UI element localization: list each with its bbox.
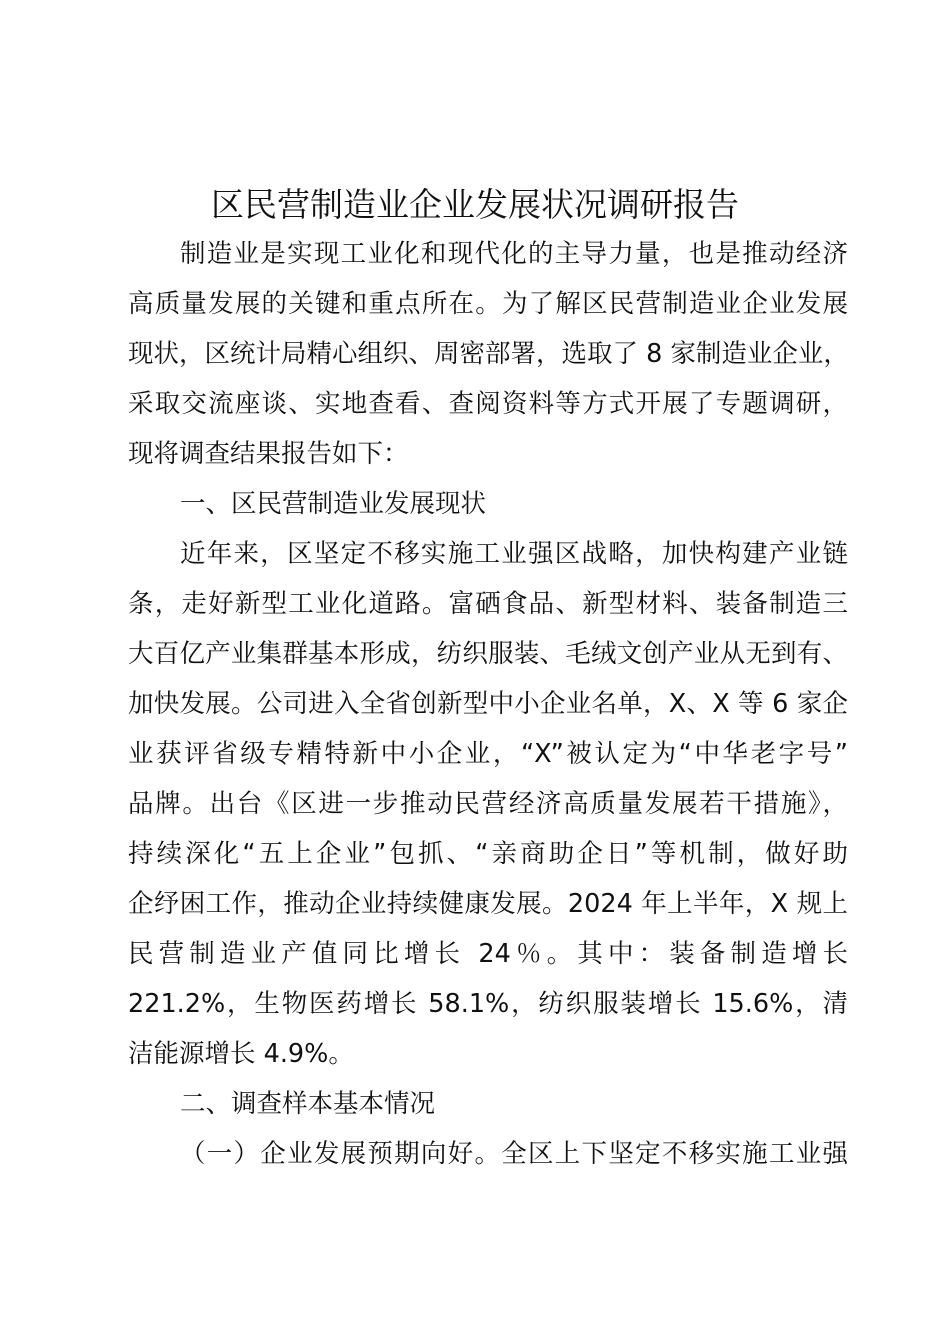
document-title: 区民营制造业企业发展状况调研报告 [211,185,739,224]
paragraph-line: 企纾困工作，推动企业持续健康发展。2024 年上半年，X 规上 [128,889,848,919]
paragraph-line: 现状，区统计局精心组织、周密部署，选取了 8 家制造业企业， [128,339,849,369]
paragraph-line: 制造业是实现工业化和现代化的主导力量，也是推动经济 [180,239,848,269]
paragraph-line: 采取交流座谈、实地查看、查阅资料等方式开展了专题调研， [128,389,848,419]
paragraph-line: 现将调查结果报告如下： [128,439,409,469]
paragraph-line: 大百亿产业集群基本形成，纺织服装、毛绒文创产业从无到有、 [128,639,848,669]
paragraph-line: 近年来，区坚定不移实施工业强区战略，加快构建产业链 [180,539,848,569]
paragraph-line: 221.2%，生物医药增长 58.1%，纺织服装增长 15.6%，清 [128,989,848,1019]
paragraph-line: 高质量发展的关键和重点所在。为了解区民营制造业企业发展 [128,289,848,319]
paragraph-line: 洁能源增长 4.9%。 [128,1039,354,1069]
section-heading: 一、区民营制造业发展现状 [180,489,487,519]
section-heading: 二、调查样本基本情况 [180,1089,436,1119]
paragraph-line: （一）企业发展预期向好。全区上下坚定不移实施工业强 [180,1139,848,1169]
paragraph-line: 民营制造业产值同比增长 24％。其中：装备制造增长 [128,939,848,969]
paragraph-line: 品牌。出台《区进一步推动民营经济高质量发展若干措施》， [128,789,848,819]
paragraph-line: 持续深化“五上企业”包抓、“亲商助企日”等机制，做好助 [128,839,848,869]
paragraph-line: 业获评省级专精特新中小企业，“X”被认定为“中华老字号” [128,739,848,769]
paragraph-line: 加快发展。公司进入全省创新型中小企业名单，X、X 等 6 家企 [128,689,848,719]
paragraph-line: 条，走好新型工业化道路。富硒食品、新型材料、装备制造三 [128,589,848,619]
